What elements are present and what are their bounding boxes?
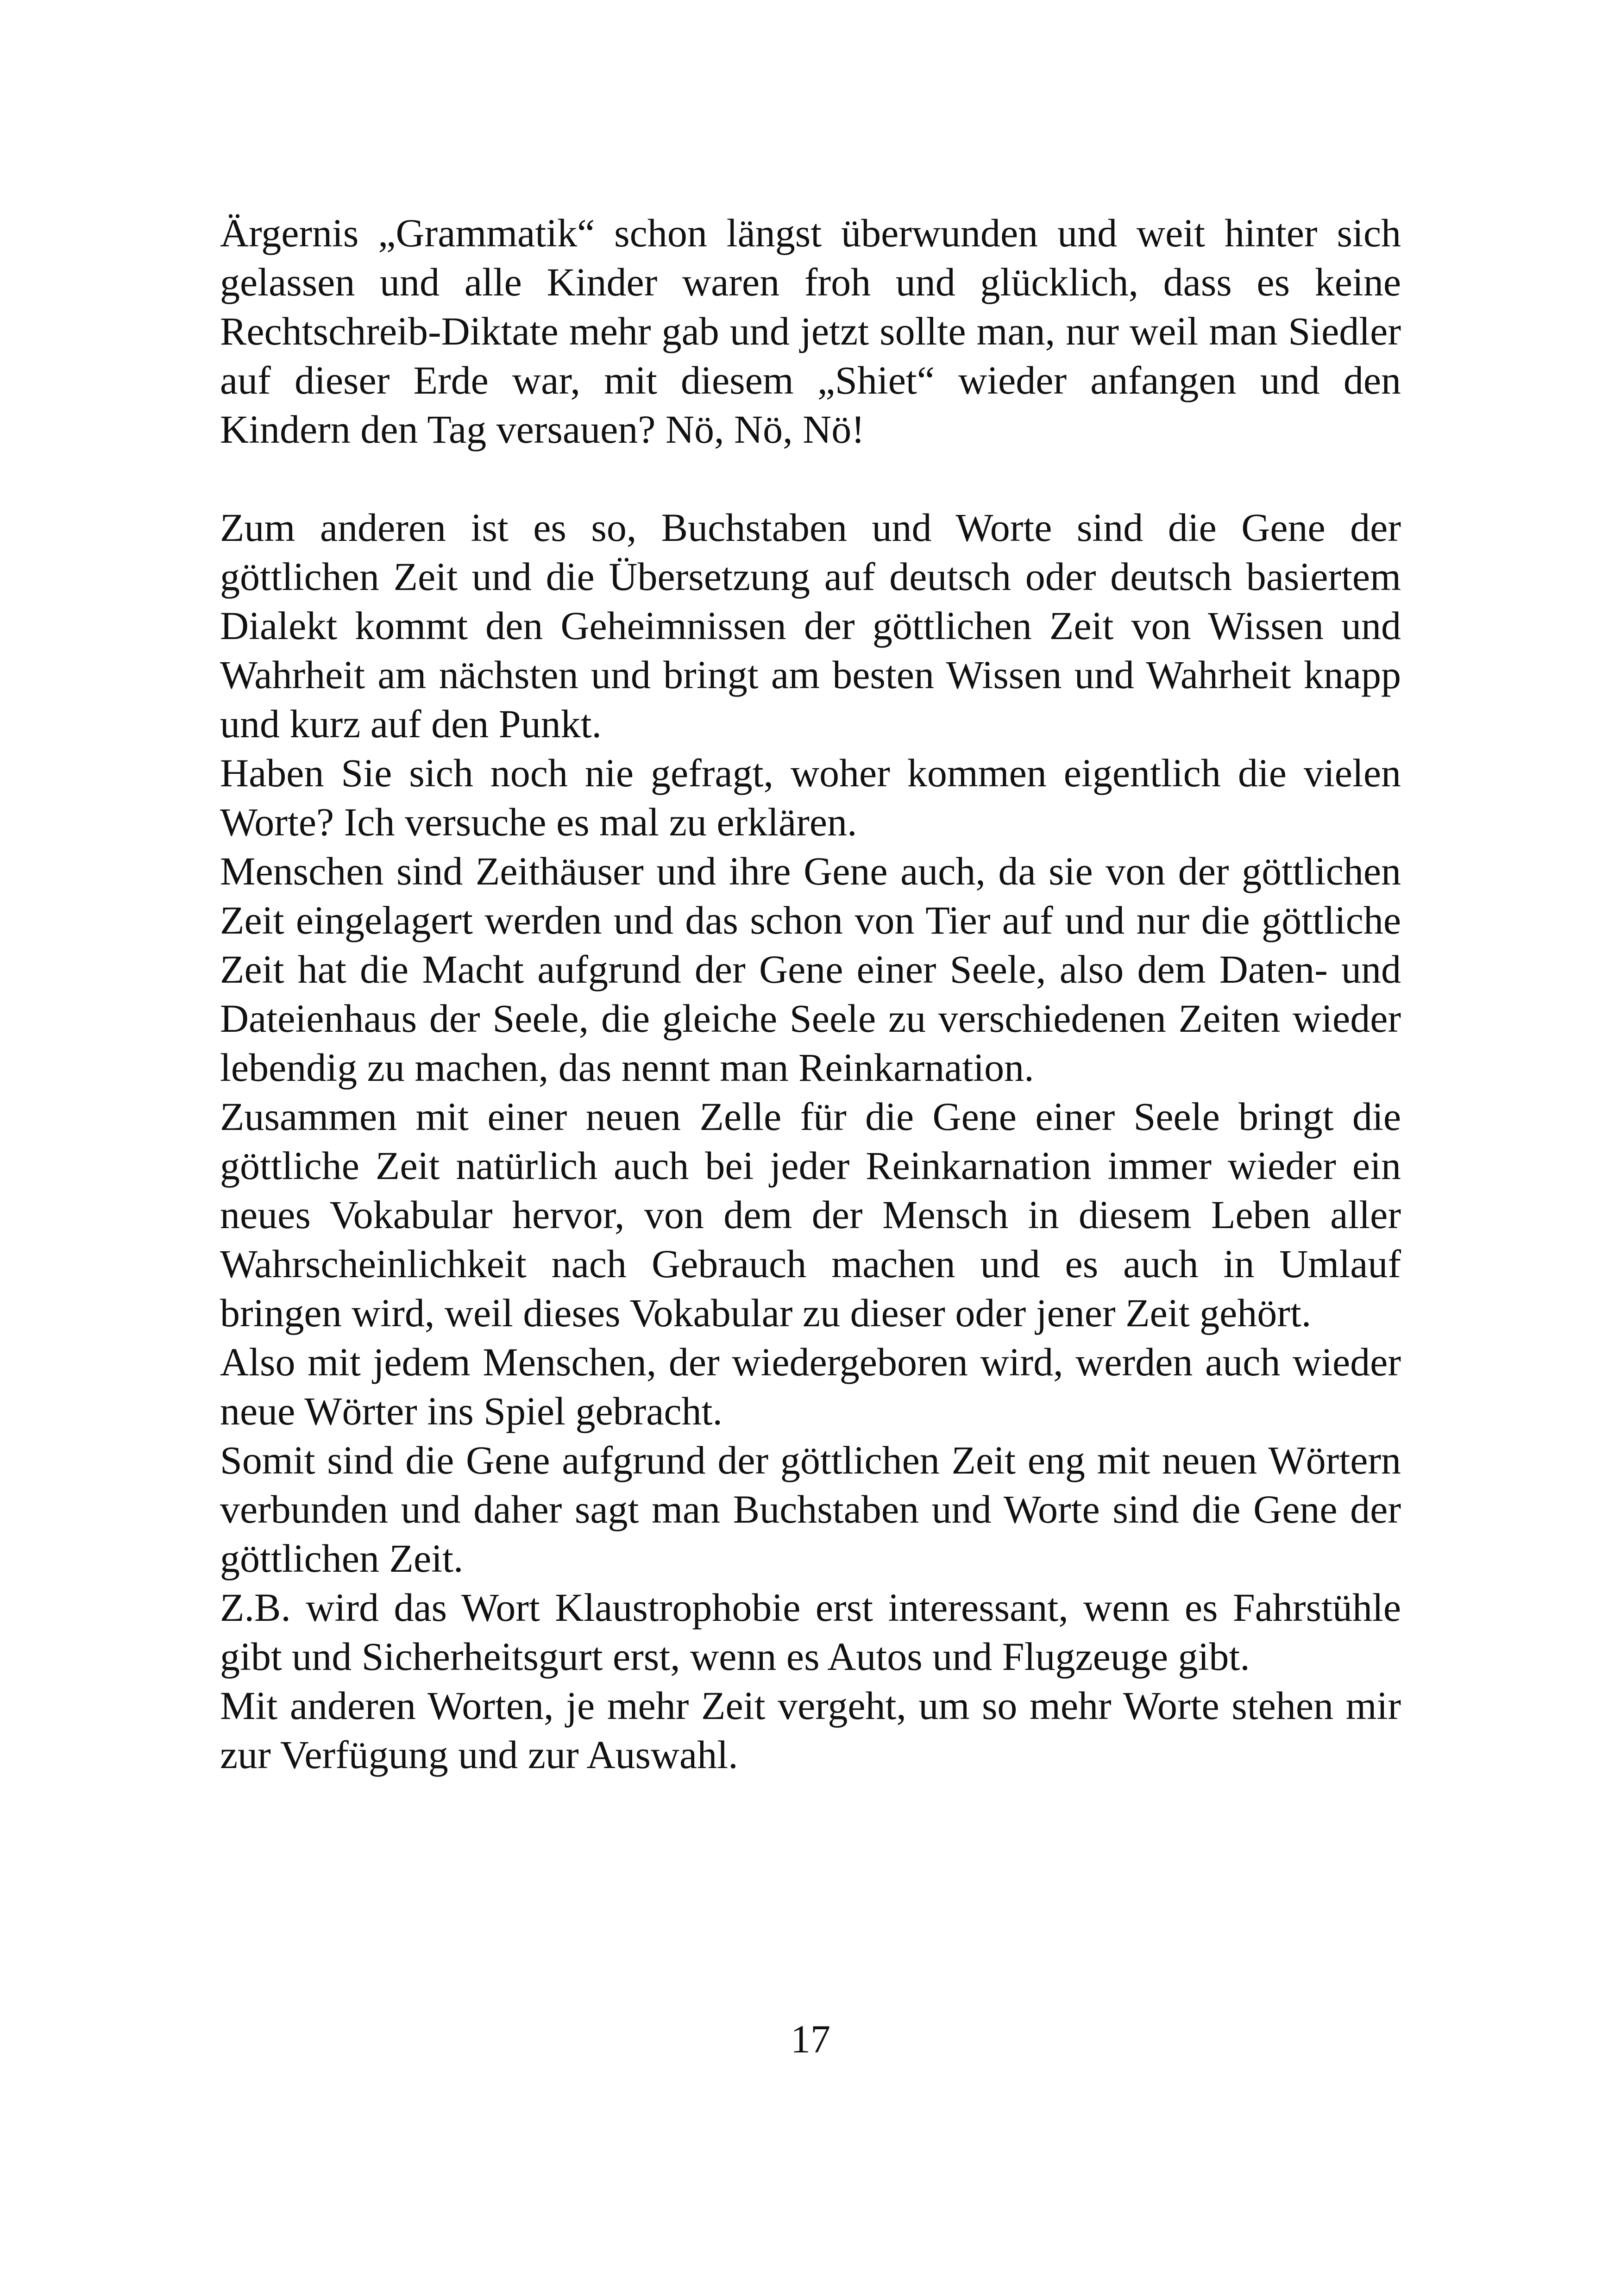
page-number: 17 bbox=[791, 2017, 830, 2061]
paragraph: Somit sind die Gene aufgrund der göttlichen Zeit eng mit neuen Wörtern verbunden und daher sagt man Buchstaben und Worte sind die Gene der göttlichen Zeit. bbox=[220, 1438, 1401, 1581]
body-text bbox=[220, 208, 1401, 1779]
paragraph: Mit anderen Worten, je mehr Zeit vergeht, um so mehr Worte stehen mir zur Verfügung und zur Auswahl. bbox=[220, 1683, 1401, 1777]
paragraph: Haben Sie sich noch nie gefragt, woher kommen eigentlich die vielen Worte? Ich versuche es mal zu erklären. bbox=[220, 751, 1401, 844]
paragraph: Ärgernis „Grammatik“ schon längst überwunden und weit hinter sich gelassen und alle Kinder waren froh und glücklich, dass es keine Rechtschreib-Diktate mehr gab und jetzt sollte man, nur weil man Siedler auf dieser Erde war, mit diesem „Shiet“ wieder anfangen und den Kindern den Tag versauen? Nö, Nö, Nö! bbox=[220, 211, 1401, 452]
paragraph: Zum anderen ist es so, Buchstaben und Worte sind die Gene der göttlichen Zeit und die Übersetzung auf deutsch oder deutsch basiertem Dialekt kommt den Geheimnissen der göttlichen Zeit von Wissen und Wahrheit am nächsten und bringt am besten Wissen und Wahrheit knapp und kurz auf den Punkt. bbox=[220, 505, 1401, 746]
paragraph: Also mit jedem Menschen, der wiedergeboren wird, werden auch wieder neue Wörter ins Spiel gebracht. bbox=[220, 1340, 1401, 1433]
paragraph: Menschen sind Zeithäuser und ihre Gene auch, da sie von der göttlichen Zeit eingelagert werden und das schon von Tier auf und nur die göttliche Zeit hat die Macht aufgrund der Gene einer Seele, also dem Daten- und Dateienhaus der Seele, die gleiche Seele zu verschiedenen Zeiten wieder lebendig zu machen, das nennt man Reinkarnation. bbox=[220, 849, 1401, 1090]
paragraph: Zusammen mit einer neuen Zelle für die Gene einer Seele bringt die göttliche Zeit natürlich auch bei jeder Reinkarnation immer wieder ein neues Vokabular hervor, von dem der Mensch in diesem Leben aller Wahrscheinlichkeit nach Gebrauch machen und es auch in Umlauf bringen wird, weil dieses Vokabular zu dieser oder jener Zeit gehört. bbox=[220, 1094, 1401, 1335]
paragraph: Z.B. wird das Wort Klaustrophobie erst interessant, wenn es Fahrstühle gibt und Sicherheitsgurt erst, wenn es Autos und Flugzeuge gibt. bbox=[220, 1585, 1401, 1679]
